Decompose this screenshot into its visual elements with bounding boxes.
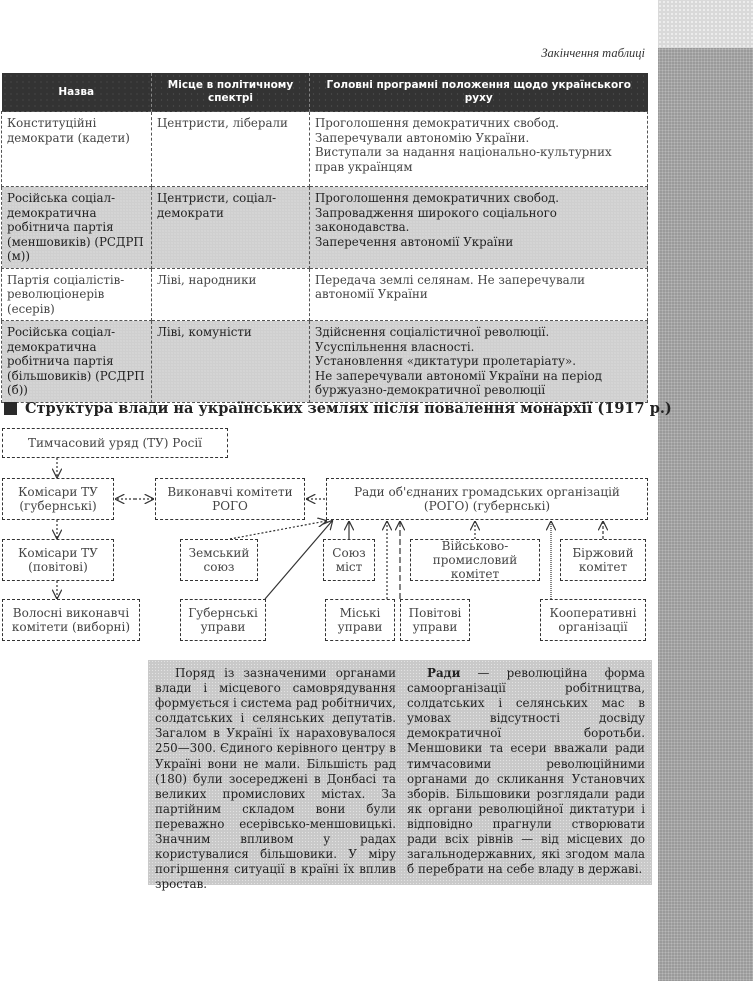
node-union-cities: Союз міст (323, 539, 375, 581)
arrow (230, 521, 326, 539)
square-bullet-icon (4, 402, 17, 415)
header-name: Назва (2, 73, 152, 112)
diagram-title (4, 400, 672, 417)
note-box-councils-definition (400, 660, 652, 885)
node-executive-committees: Виконавчі комітети РОГО (155, 478, 305, 520)
program-line: Заперечували автономію України. (315, 130, 530, 145)
party-program (310, 321, 648, 403)
node-povit-councils: Повітові управи (400, 599, 470, 641)
program-line: Здійснення соціалістичної революції. Усуспільнення власності. (315, 325, 550, 354)
program-line: Запровадження широкого соціального законодавства. (315, 205, 557, 234)
header-program: Головні програмні положення щодо українського руху (310, 73, 648, 112)
parties-table (1, 73, 648, 403)
program-line: Проголошення демократичних свобод. (315, 191, 560, 205)
party-place: Центристи, соціал-демократи (152, 187, 310, 269)
node-commissars-gubernia: Комісари ТУ (губернські) (2, 478, 114, 520)
definition-text: — революційна форма самоорганізації робітництва, солдатських і селянських мас в умовах відсутності досвіду демократичної боротьби. Меншовики та есери вважали ради тимчасовими революційними органами до скликання Установчих зборів. Більшовики розглядали ради як органи революційної диктатури і відповідно прагнули створювати ради всіх рівнів — від місцевих до загальнодержавних, які згодом мала б перебрати на себе владу в державі. (407, 666, 645, 877)
node-councils-rogo: Ради об'єднаних громадських організацій (РОГО) (губернські) (326, 478, 648, 520)
term-radi: Ради (427, 666, 461, 680)
program-line: Заперечення автономії України (315, 234, 514, 249)
party-name: Російська соціал-демократична робітнича партія (більшовиків) (РСДРП (б)) (2, 321, 152, 403)
diagram-title-text: Структура влади на українських землях після повалення монархії (1917 р.) (25, 400, 672, 417)
page-edge-tab-dark (658, 48, 753, 981)
party-program (310, 112, 648, 187)
program-line: Не заперечували автономії України на період буржуазно-демократичної революції (315, 368, 603, 397)
arrow (265, 521, 332, 599)
party-place: Ліві, народники (152, 268, 310, 321)
table-row (2, 187, 648, 269)
note-paragraph: Поряд із зазначеними органами влади і місцевого самоврядування формується і система рад робітничих, солдатських і селянських депутатів. Загалом в Україні їх нараховувалося 250—300. Єдиного керівного центру в Україні вони не мали. Більшість рад (180) були зосереджені в Донбасі та великих промислових містах. За партійним складом вони були переважно есерівсько-меншовицькі. Значним впливом у радах користувалися більшовики. У міру погіршення ситуації в країні їх вплив зростав. (155, 666, 396, 892)
program-line: Проголошення демократичних свобод. (315, 116, 560, 130)
program-line: Установлення «диктатури пролетаріату». (315, 354, 576, 368)
table-header-row (2, 73, 648, 112)
party-program (310, 187, 648, 269)
node-volost-committees: Волосні виконавчі комітети (виборні) (2, 599, 140, 641)
node-city-councils: Міські управи (325, 599, 395, 641)
node-cooperatives: Кооперативні організації (540, 599, 646, 641)
node-military-industrial: Військово-промисловий комітет (410, 539, 540, 581)
note-box-councils-system (148, 660, 403, 892)
node-zemsky-union: Земський союз (180, 539, 258, 581)
note-paragraph (407, 666, 645, 877)
party-program (310, 268, 648, 321)
table-row (2, 112, 648, 187)
header-place: Місце в політичному спектрі (152, 73, 310, 112)
page-edge-tab-light (658, 0, 753, 48)
node-exchange-committee: Біржовий комітет (560, 539, 646, 581)
table-continuation-label: Закінчення таблиці (541, 46, 645, 60)
party-name: Конституційні демократи (кадети) (2, 112, 152, 187)
program-line: Виступали за надання національно-культурних прав українцям (315, 145, 612, 174)
party-place: Центристи, ліберали (152, 112, 310, 187)
table-row (2, 268, 648, 321)
party-place: Ліві, комуністи (152, 321, 310, 403)
party-name: Партія соціалістів-революціонерів (есерів) (2, 268, 152, 321)
node-commissars-povit: Комісари ТУ (повітові) (2, 539, 114, 581)
table-row (2, 321, 648, 403)
node-provisional-government: Тимчасовий уряд (ТУ) Росії (2, 428, 228, 458)
node-gubernia-councils: Губернські управи (180, 599, 266, 641)
program-line: Передача землі селянам. Не заперечували автономії України (315, 272, 586, 301)
party-name: Російська соціал-демократична робітнича партія (меншовиків) (РСДРП (м)) (2, 187, 152, 269)
